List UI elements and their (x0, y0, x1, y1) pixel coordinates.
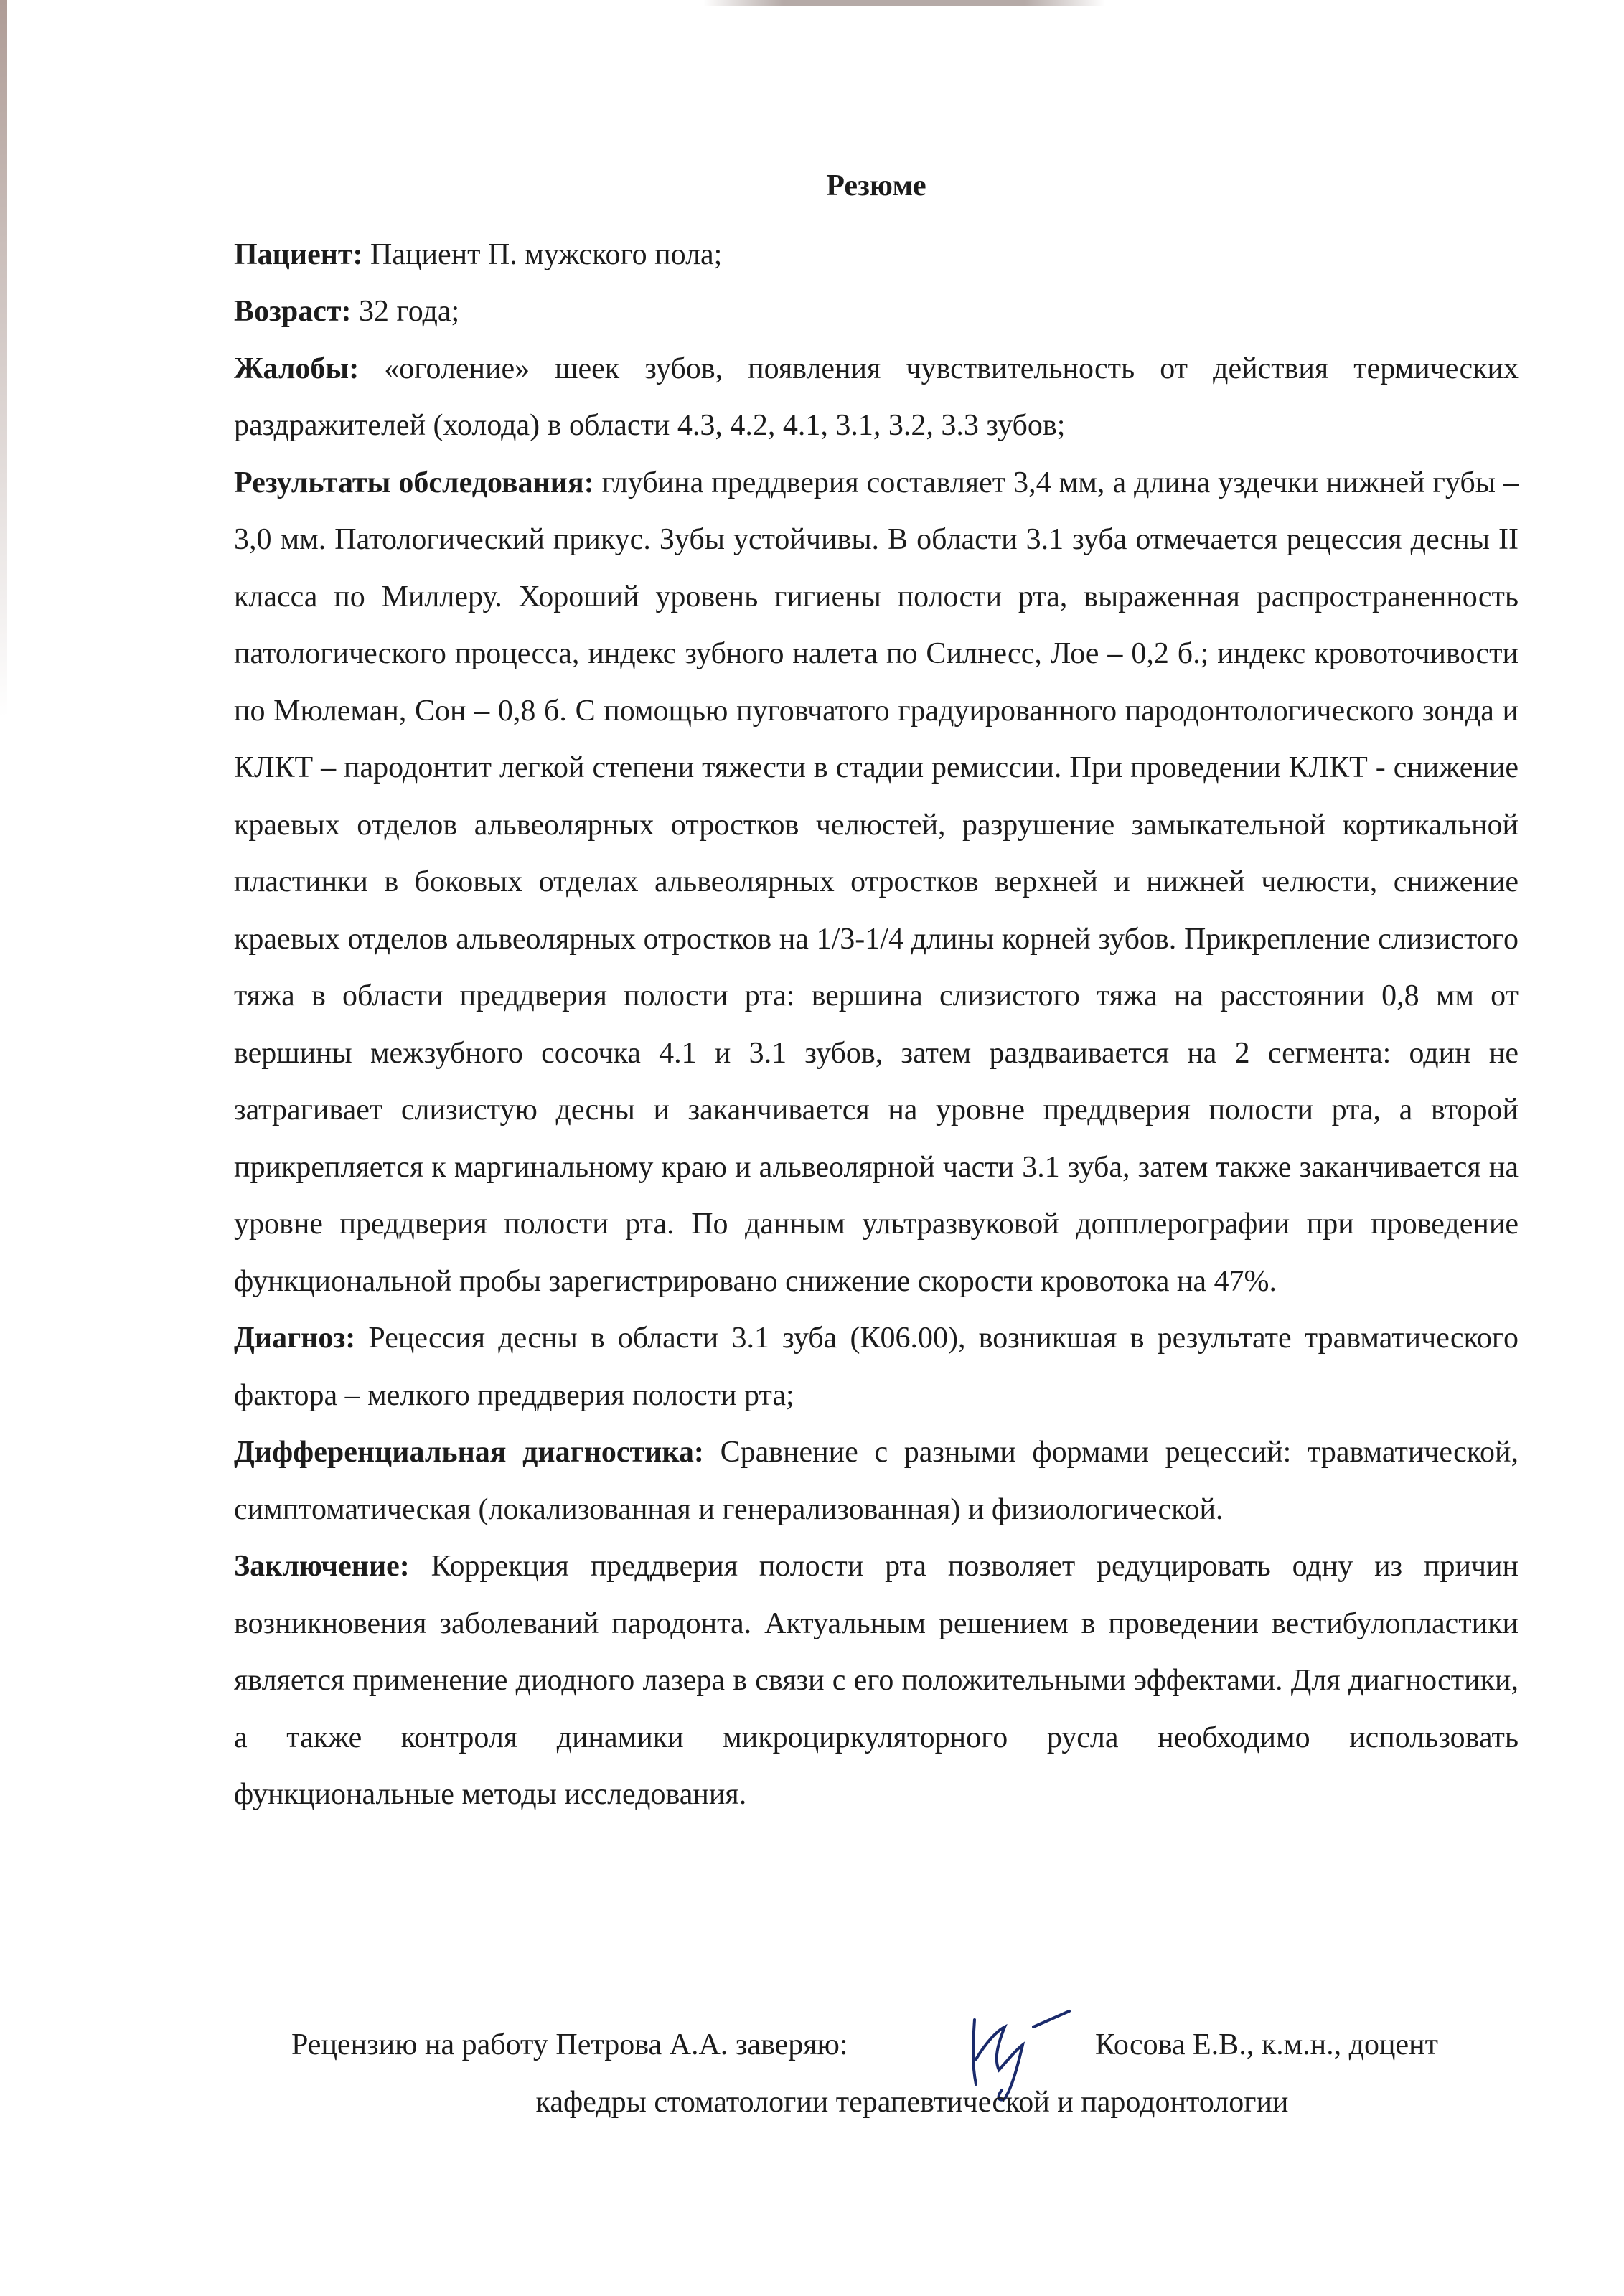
document-title: Резюме (826, 169, 926, 202)
section-differential-label: Дифференциальная диагностика: (234, 1436, 704, 1469)
footer-reviewer: Косова Е.В., к.м.н., доцент (1095, 2028, 1438, 2061)
section-conclusion-label: Заключение: (234, 1550, 410, 1583)
scan-edge-left (0, 0, 7, 718)
section-complaints-text: «оголение» шеек зубов, появления чувствительность от действия термических раздражителей (холода) в области 4.3, 4.2, 4.1, 3.1, 3.2, 3.3 зубов; (234, 352, 1519, 442)
document-page (234, 158, 1519, 1824)
footer-line-1 (234, 2016, 1519, 2074)
section-diagnosis (234, 1310, 1519, 1424)
section-complaints (234, 341, 1519, 455)
footer (234, 2016, 1519, 2131)
section-age-label: Возраст: (234, 295, 352, 328)
section-results-text: глубина преддверия составляет 3,4 мм, а длина уздечки нижней губы – 3,0 мм. Патологический прикус. Зубы устойчивы. В области 3.1 зуба отмечается рецессия десны II класса по Миллеру. Хороший уровень гигиены полости рта, выраженная распространенность патологического процесса, индекс зубного налета по Силнесс, Лое – 0,2 б.; индекс кровоточивости по Мюлеман, Сон – 0,8 б. С помощью пуговчатого градуированного пародонтологического зонда и КЛКТ – пародонтит легкой степени тяжести в стадии ремиссии. При проведении КЛКТ - снижение краевых отделов альвеолярных отростков челюстей, разрушение замыкательной кортикальной пластинки в боковых отделах альвеолярных отростков верхней и нижней челюсти, снижение краевых отделов альвеолярных отростков на 1/3-1/4 длины корней зубов. Прикрепление слизистого тяжа в области преддверия полости рта: вершина слизистого тяжа на расстоянии 0,8 мм от вершины межзубного сосочка 4.1 и 3.1 зубов, затем раздваивается на 2 сегмента: один не затрагивает слизистую десны и заканчивается на уровне преддверия полости рта, а второй прикрепляется к маргинальному краю и альвеолярной части 3.1 зуба, затем также заканчивается на уровне преддверия полости рта. По данным ультразвуковой допплерографии при проведение функциональной пробы зарегистрировано снижение скорости кровотока на 47%. (234, 466, 1519, 1298)
section-patient (234, 227, 1519, 284)
section-patient-label: Пациент: (234, 237, 363, 271)
scan-edge-top (703, 0, 1105, 6)
footer-certify-text: Рецензию на работу Петрова А.А. заверяю: (291, 2028, 848, 2061)
section-conclusion (234, 1538, 1519, 1824)
section-differential (234, 1424, 1519, 1538)
section-age-text: 32 года; (359, 295, 460, 328)
section-complaints-label: Жалобы: (234, 352, 360, 385)
section-results (234, 455, 1519, 1311)
section-age (234, 283, 1519, 341)
footer-department: кафедры стоматологии терапевтической и пародонтологии (535, 2086, 1289, 2119)
section-conclusion-text: Коррекция преддверия полости рта позволяет редуцировать одну из причин возникновения заболеваний пародонта. Актуальным решением в проведении вестибулопластики является применение диодного лазера в связи с его положительными эффектами. Для диагностики, а также контроля динамики микроциркуляторного русла необходимо использовать функциональные методы исследования. (234, 1550, 1519, 1811)
section-differential-text: Сравнение с разными формами рецессий: травматической, симптоматическая (локализованная и генерализованная) и физиологической. (234, 1436, 1519, 1526)
section-diagnosis-text: Рецессия десны в области 3.1 зуба (К06.00), возникшая в результате травматического фактора – мелкого преддверия полости рта; (234, 1322, 1519, 1412)
section-results-label: Результаты обследования: (234, 466, 594, 499)
section-patient-text: Пациент П. мужского пола; (370, 237, 723, 271)
section-diagnosis-label: Диагноз: (234, 1322, 356, 1355)
